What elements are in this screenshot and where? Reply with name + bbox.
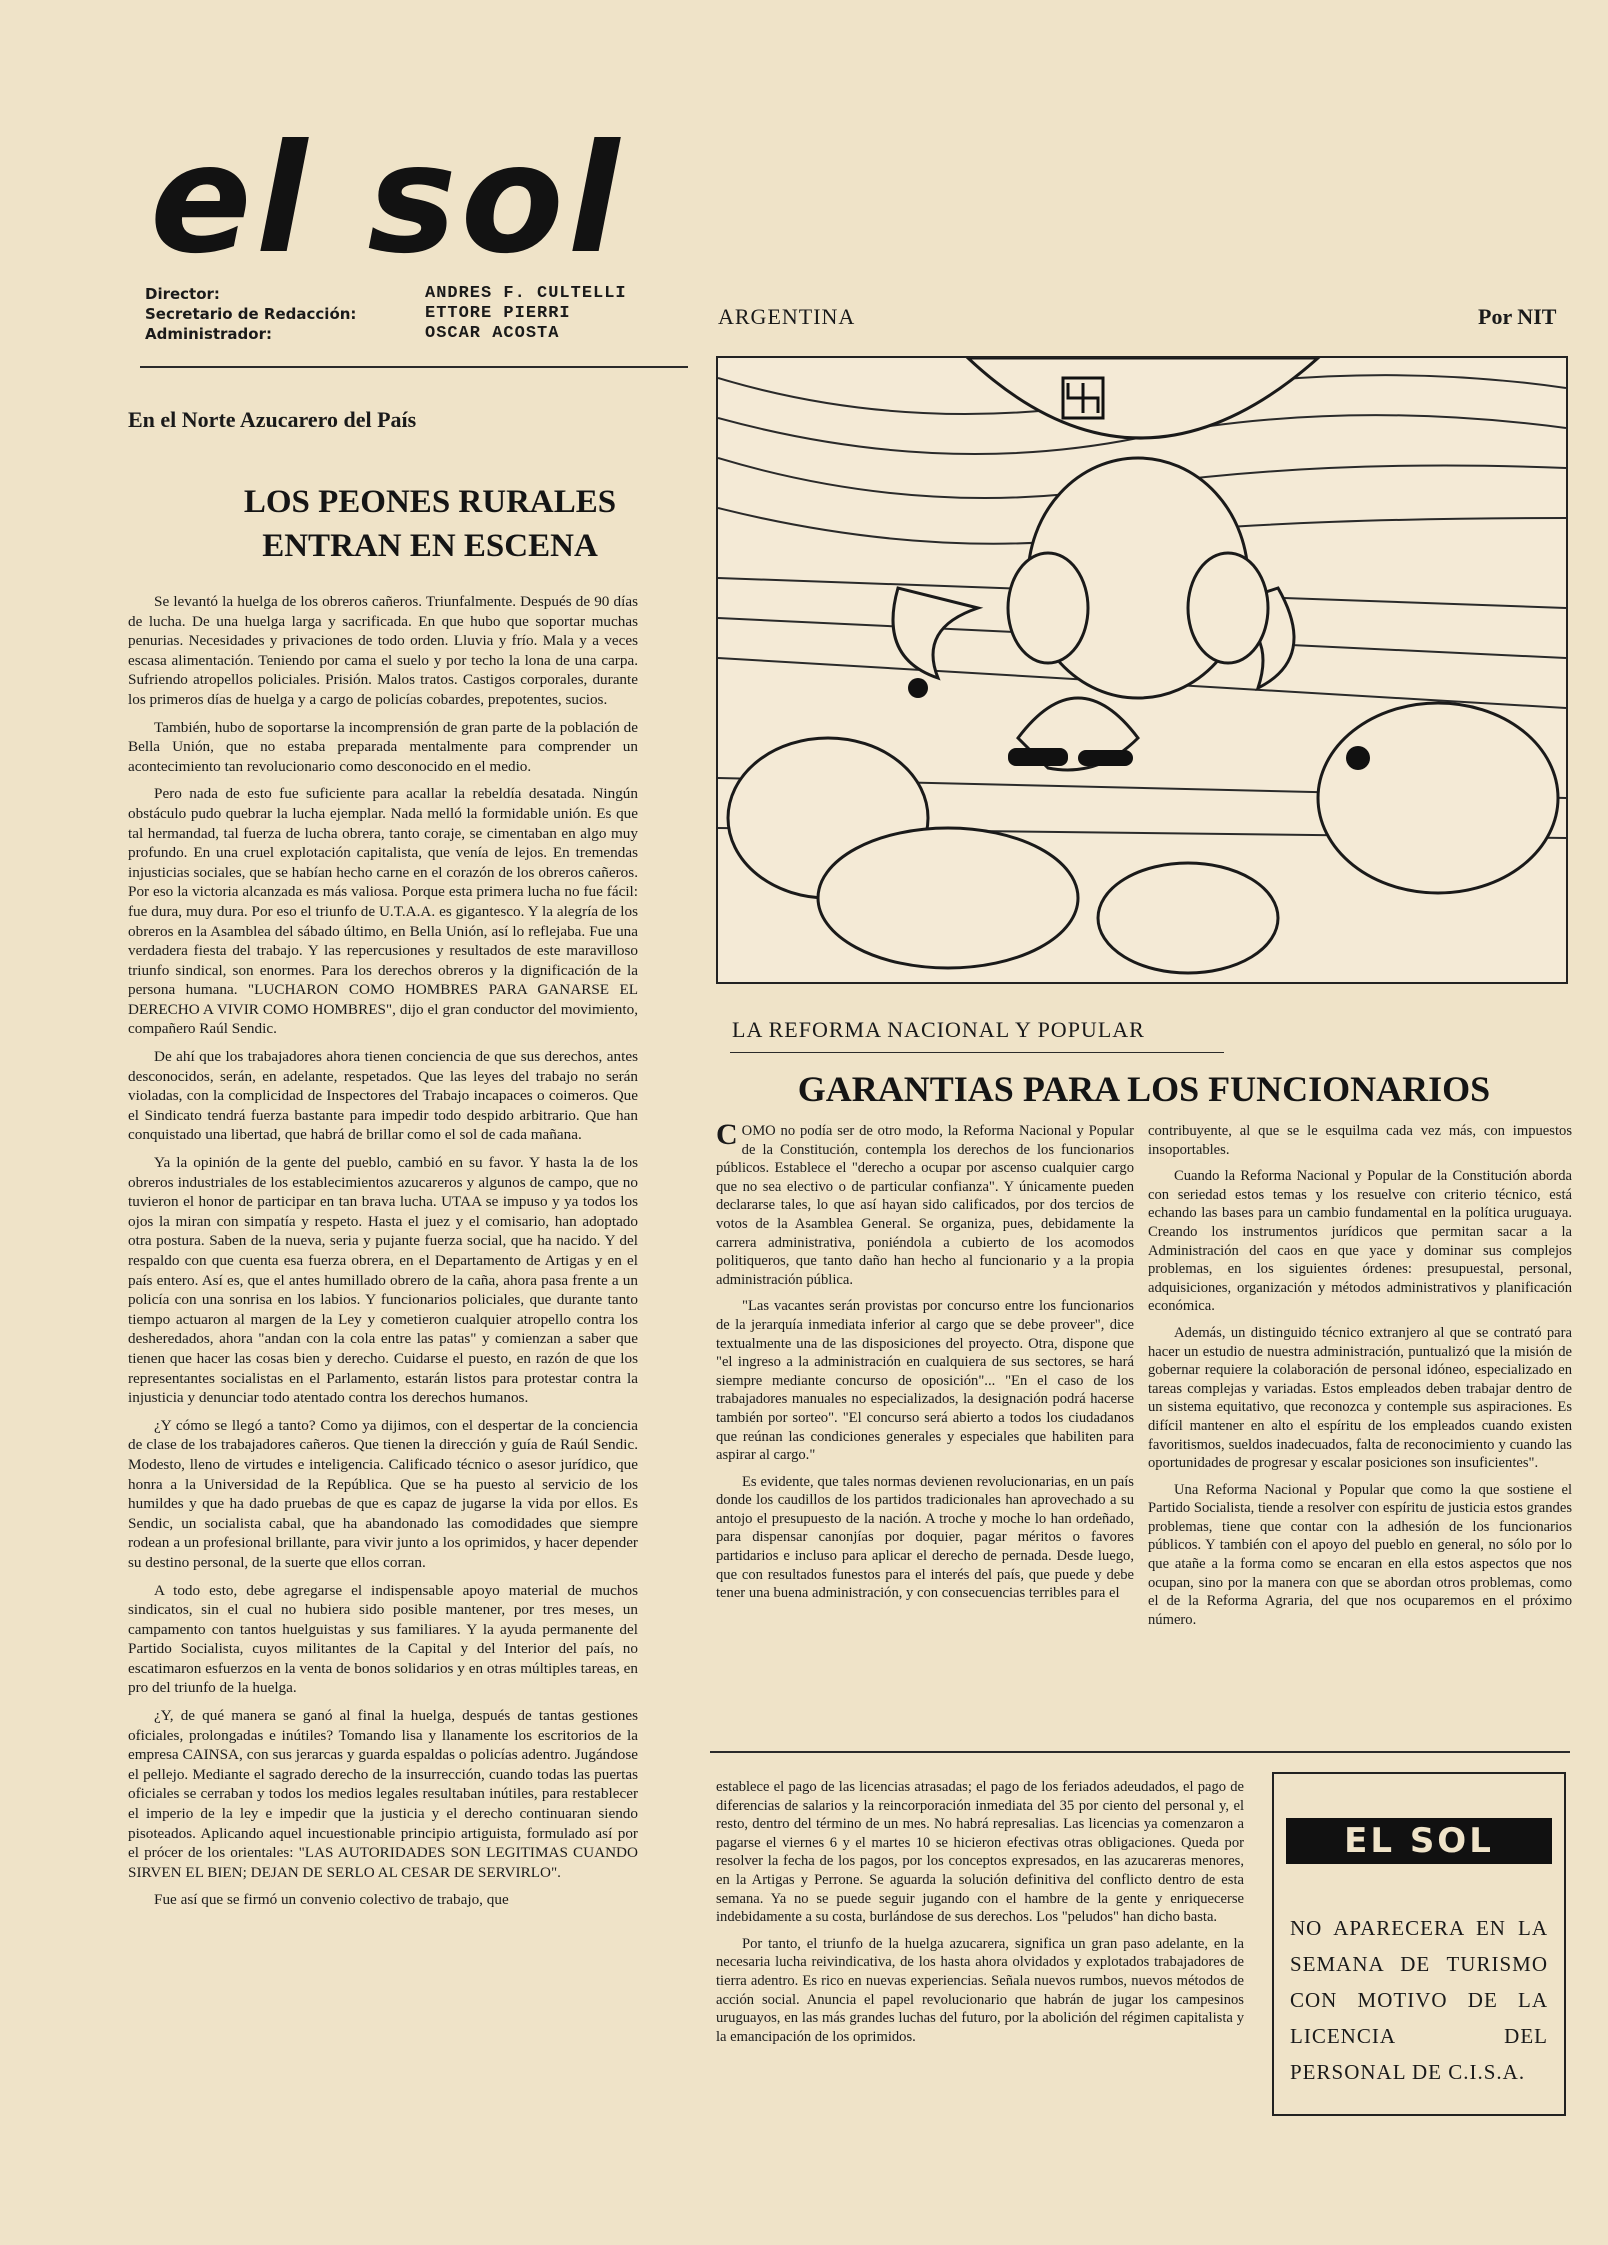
paragraph: Es evidente, que tales normas devienen revolucionarias, en un país donde los caudillos de los partidos tradicionales han aprovechado a su antojo el presupuesto de la nación. A troche y moche lo han ordeñado, para dispensar canonjías por doquier, pagar méritos o favores partidarios e incluso para aplicar el derecho de pernada. Desde luego, que con resultados funestos para el interés del país, que puede y debe tener una buena administración, y con consecuencias terribles para el [716, 1473, 1134, 1602]
cartoon-credit: Por NIT [1478, 304, 1557, 329]
paragraph: Pero nada de esto fue suficiente para acallar la rebeldía desatada. Ningún obstáculo pudo quebrar la lucha ejemplar. Nada melló la formidable unión. Es que tal hermandad, tal fuerza de lucha obrera, tanto coraje, se cimentaban en algo muy profundo. En una cruel explotación capitalista, que venía de lejos. En tremendas injusticias sociales, que se habían hecho carne en el corazón de los obreros cañeros. Por eso la victoria alcanzada es más valiosa. Porque esta primera lucha no fue fácil: fue dura, muy dura. Por eso el triunfo de U.T.A.A. es gigantesco. Y la alegría de los obreros en la Asamblea del sábado último, en Bella Unión, así lo reflejaba. Fue una verdadera fiesta del trabajo. Y las repercusiones y resultados de este maravilloso triunfo sindical, son enormes. Para los derechos obreros y la dignificación de la persona humana. "LUCHARON COMO HOMBRES PARA GANARSE EL DERECHO A VIVIR COMO HOMBRES", dijo el gran conductor del movimiento, compañero Raúl Sendic. [128, 785, 638, 1038]
paragraph: Por tanto, el triunfo de la huelga azucarera, significa un gran paso adelante, en la necesaria lucha reivindicativa, de los hasta ahora olvidados y explotados trabajadores de tierra adentro. Es rico en nuevas experiencias. Señala nuevos rumbos, nuevos métodos de acción social. Anuncia el papel revolucionario que habrán de jugar los campesinos uruguayos, en las más grandes luchas del futuro, por la abolición del régimen capitalista y la emancipación de los oprimidos. [716, 1935, 1244, 2045]
staff-row-administrator [145, 324, 627, 344]
paragraph: Cuando la Reforma Nacional y Popular de la Constitución aborda con seriedad estos temas y los resuelve con criterio técnico, está echando las bases para un cambio fundamental en la política uruguaya. Creando los instrumentos jurídicos que permitan sacar a la Administración del caos en que yace y dominar sus complejos problemas, en los siguientes órdenes: presupuestal, personal, adquisiciones, organización y métodos administrativos y planificación económica. [1148, 1168, 1572, 1315]
article2-kicker: LA REFORMA NACIONAL Y POPULAR [732, 1017, 1145, 1042]
article1-continuation [716, 1778, 1244, 2054]
dropcap: C [716, 1118, 738, 1151]
section-divider [710, 1751, 1570, 1753]
article2-col1 [716, 1118, 1134, 1611]
masthead-logo: el sol [150, 113, 624, 287]
paragraph [716, 1118, 1134, 1289]
staff-name: ANDRES F. CULTELLI [425, 284, 627, 303]
notice-text: NO APARECERA EN LA SEMANA DE TURISMO CON MOTIVO DE LA LICENCIA DEL PERSONAL DE C.I.S.A. [1290, 1916, 1548, 2084]
paragraph: Se levantó la huelga de los obreros cañeros. Triunfalmente. Después de 90 días de lucha. De una huelga larga y sacrificada. En que hubo que soportar muchas penurias. Necesidades y privaciones de todo orden. Lluvia y frío. Mala y a veces escasa alimentación. Teniendo por cama el suelo y por techo la lona de una carpa. Sufriendo atropellos policiales. Prisión. Malos tratos. Castigos corporales, durante los primeros días de huelga y a cargo de policías cobardes, prepotentes, sucios. [128, 593, 638, 708]
article2-kicker-rule [730, 1052, 1224, 1053]
paragraph: ¿Y, de qué manera se ganó al final la huelga, después de tantas gestiones oficiales, prolongadas e inútiles? Tomando lisa y llanamente los escritorios de la empresa CAINSA, con sus jerarcas y guarda espaldas o policías adentro. Jugándose el pellejo. Mediante el sagrado derecho de la insurrección, cuando todas las puertas oficiales se cerraban y todos los medios legales resultaban inútiles, para restablecer el imperio de la ley e impedir que la justicia y el derecho continuaran siendo pisoteados. Aplicando aquel incuestionable principio artiguista, formulado así por el prócer de los orientales: "LAS AUTORIDADES SON LEGITIMAS CUANDO SIRVEN EL BIEN; DEJAN DE SERLO AL CESAR DE SERVIRLO". [128, 1707, 638, 1881]
paragraph: También, hubo de soportarse la incomprensión de gran parte de la población de Bella Unión, que no estaba preparada mentalmente para comprender un acontecimiento tan revolucionario como desconocido en el medio. [128, 718, 638, 775]
paragraph: Ya la opinión de la gente del pueblo, cambió en su favor. Y hasta la de los obreros industriales de los establecimientos azucareros y algunos de campo, que no tuvieron el honor de participar en tan brava lucha. UTAA se impuso y ya todos los ojos la miran con simpatía y respeto. Hasta el juez y el comisario, han adoptado otra postura. Saben de la nueva, seria y pujante fuerza social, que ha nacido. Y del respaldo con que cuenta esa fuerza obrera, en el Departamento de Artigas y en el país entero. Así es, que el antes humillado obrero de la caña, ahora pasa frente a un policía con una sonrisa en los labios. Y funcionarios policiales, que durante tanto tiempo actuaron al margen de la Ley y cometieron cualquier atropello contra los desheredados, ahora "andan con la cola entre las patas" y comienzan a saber que tienen que hacer las cosas bien y derecho. Cuidarse el puesto, en razón de que los representantes socialistas en el Parlamento, estarán listos para protestar contra la injusticia y denunciar todo atentado contra los derechos humanos. [128, 1154, 638, 1407]
paragraph-text: OMO no podía ser de otro modo, la Reforma Nacional y Popular de la Constitución, contempla los derechos de los funcionarios públicos. Establece el "derecho a ocupar por ascenso cualquier cargo que no sea electivo o de particular confianza". Y únicamente pueden declararse tales, lo que así hayan sido calificados, por dos tercios de votos de la Asamblea General. Se organiza, pues, debidamente la carrera administrativa, poniéndola a cubierto de los acomodos politiqueros, que tanto daño han hecho al funcionario y a la propia administración pública. [716, 1123, 1134, 1288]
staff-row-director [145, 284, 627, 304]
cartoon-title: ARGENTINA [718, 304, 856, 329]
paragraph: "Las vacantes serán provistas por concurso entre los funcionarios de la jerarquía inmediata inferior al cargo que se debe proveer", dice textualmente una de las disposiciones del proyecto. Otra, dispone que "el ingreso a la administración en cualquiera de sus sectores, se hará siempre mediante concurso de oposición"... "En el caso de los trabajadores manuales no especializados, la designación podrá hacerse también por sorteo". "El concurso será abierto a todos los ciudadanos que reúnan las condiciones generales y especiales que habiliten para aspirar al cargo." [716, 1298, 1134, 1464]
paragraph: De ahí que los trabajadores ahora tienen conciencia de que sus derechos, antes desconocidos, serán, en adelante, respetados. Que las leyes del trabajo no serán violadas, con la complicidad de Inspectores del Trabajo incapaces o coimeros. Que el Sindicato tendrá fuerza bastante para impedir todo despido arbitrario. Que han conquistado una libertad, que habrá de brillar como el sol de cada mañana. [128, 1048, 638, 1144]
paragraph: establece el pago de las licencias atrasadas; el pago de los feriados adeudados, el pago de diferencias de salarios y la reincorporación inmediata del 35 por ciento del personal y, el resto, dentro del término de un mes. No habrá represalias. Las licencias ya comenzaron a pagarse el viernes 6 y el martes 10 se hicieron efectivas otras obligaciones. Queda por resolver la fecha de los pagos, por los conceptos expresados, en las azucareras menores, en la Artigas y Perrone. Se aguarda la solución definitiva del conflicto dentro de esta semana. Ya no se puede seguir jugando con el hambre de la gente y enriquecerse indebidamente a su costa, burlándose de sus derechos. Los "peludos" han dicho basta. [716, 1779, 1244, 1926]
article2-headline: GARANTIAS PARA LOS FUNCIONARIOS [797, 1069, 1491, 1109]
paragraph: contribuyente, al que se le esquilma cada vez más, con impuestos insoportables. [1148, 1123, 1572, 1158]
paragraph: Además, un distinguido técnico extranjero al que se contrató para hacer un estudio de nuestra administración, puntualizó que la misión de gobernar requiere la colaboración de personal idóneo, especializado en tareas complejas y variadas. Estos empleados deben trabajar dentro de un sistema equitativo, que reconozca y contemple sus aspiraciones. Es difícil mantener en alto el espíritu de los empleados cuando existen favoritismos, sueldos inadecuados, falta de reconocimiento y cuando las oportunidades de progresar y escalar posiciones son insuficientes". [1148, 1324, 1572, 1472]
paragraph: ¿Y cómo se llegó a tanto? Como ya dijimos, con el despertar de la conciencia de clase de los trabajadores cañeros. Que tienen la dirección y guía de Raúl Sendic. Modesto, lleno de virtudes e inteligencia. Calificado técnico o asesor jurídico, que honra a la Universidad de la República. Que se ha puesto al servicio de los humildes y que ha dado pruebas de que es capaz de jugarse la vida por ellos. Es Sendic, un socialista cabal, que ha abandonado las comodidades que siempre rodean a un profesional brillante, para vivir junto a los oprimidos, y hacer depender su destino personal, de la suerte que ellos corran. [128, 1416, 638, 1571]
headline-line: LOS PEONES RURALES [243, 484, 617, 520]
paragraph: Fue así que se firmó un convenio colectivo de trabajo, que [154, 1891, 509, 1909]
staff-role: Director: [145, 285, 220, 303]
article2-col2 [1148, 1122, 1572, 1637]
paragraph: Una Reforma Nacional y Popular que como la que sostiene el Partido Socialista, tiende a resolver con espíritu de justicia estos grandes problemas, tiene que contar con la adhesión de los funcionarios públicos. Y también con el apoyo del pueblo en general, no sólo por lo que atañe a la forma como se encaran en ella estos aspectos que nos ocupan, sino por la manera con que se abordan otros problemas, como el de la Reforma Agraria, del que nos ocuparemos en el próximo número. [1148, 1481, 1572, 1628]
staff-row-secretary [145, 304, 627, 324]
staff-list [145, 284, 627, 344]
cartoon-drawing [718, 358, 1566, 982]
staff-role: Administrador: [145, 325, 272, 343]
masthead-rule [140, 366, 688, 368]
article1-body [128, 592, 638, 1918]
article1-headline [200, 480, 660, 568]
paragraph: A todo esto, debe agregarse el indispensable apoyo material de muchos sindicatos, sin el cual no hubiera sido posible mantener, por tres meses, un campamento con tantos huelguistas y sus familiares. Y la ayuda permanente del Partido Socialista, cuyos militantes de la Capital y del Interior del país, no escatimaron esfuerzos en la venta de bonos solidarios y en otras múltiples tareas, en pro del triunfo de la huelga. [128, 1581, 638, 1697]
headline-line: ENTRAN EN ESCENA [262, 528, 598, 564]
cartoon-illustration [716, 356, 1568, 984]
article1-kicker: En el Norte Azucarero del País [128, 407, 417, 432]
notice-logo: EL SOL [1286, 1818, 1552, 1864]
staff-name: OSCAR ACOSTA [425, 324, 560, 343]
staff-role: Secretario de Redacción: [145, 305, 357, 323]
notice-box [1272, 1772, 1566, 2116]
staff-name: ETTORE PIERRI [425, 304, 571, 323]
